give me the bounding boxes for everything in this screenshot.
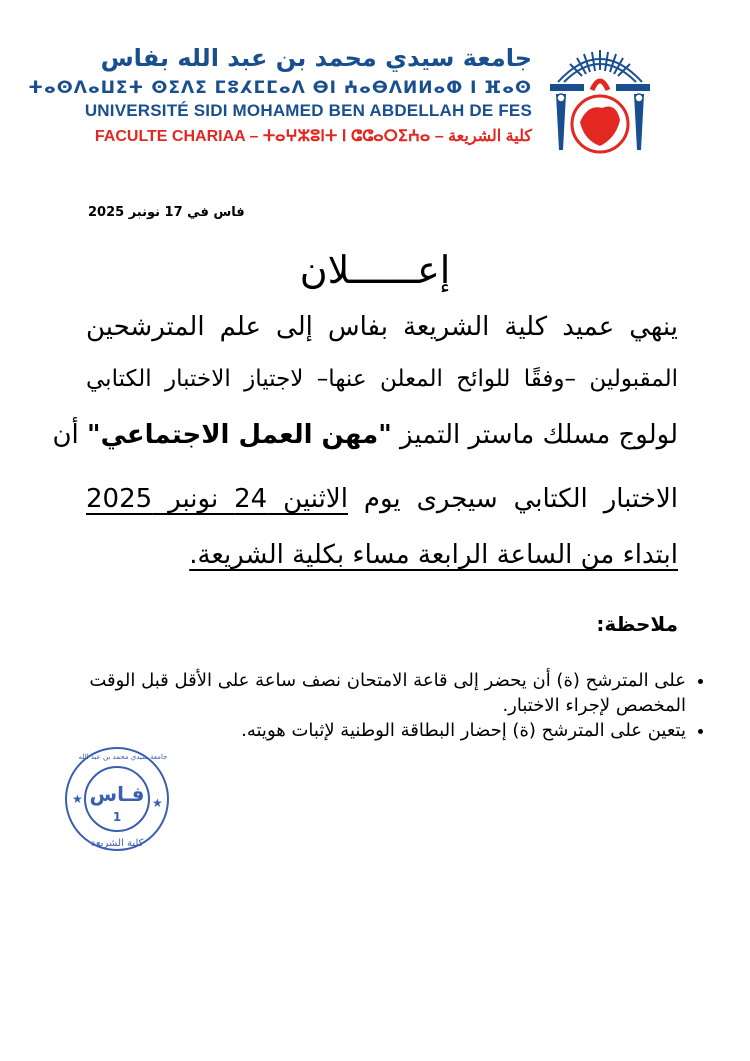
exam-time-location: ابتداء من الساعة الرابعة مساء بكلية الشريعة.: [189, 540, 678, 570]
exam-date: الاثنين 24 نونبر 2025: [86, 484, 348, 514]
date-line: فاس في 17 نونبر 2025: [88, 205, 245, 220]
letterhead: [28, 40, 660, 160]
body-line-3: [52, 420, 678, 450]
body-line-3-end: أن: [52, 420, 88, 450]
svg-text:★: ★: [72, 792, 83, 806]
program-name: "مهن العمل الاجتماعي": [87, 420, 392, 450]
university-name-tifinagh: ⵜⴰⵙⴷⴰⵡⵉⵜ ⵙⵉⴷⵉ ⵎⵓⵃⵎⵎⴰⴷ ⴱⵏ ⵄⴰⴱⴷⵍⵍⴰⵀ ⵏ ⴼⴰⵙ: [28, 78, 532, 98]
note-item: • على المترشح (ة) أن يحضر إلى قاعة الامتحان نصف ساعة على الأقل قبل الوقت المخصص لإجراء الاختبار.: [86, 668, 686, 718]
note-title: ملاحظة:: [596, 612, 678, 636]
page-title: إعــــــلان: [299, 248, 451, 292]
body-line-3-start: لولوج مسلك ماستر التميز: [391, 420, 678, 450]
body-line-4: [86, 484, 678, 514]
university-name-arabic: جامعة سيدي محمد بن عبد الله بفاس: [100, 44, 532, 72]
faculty-name: FACULTE CHARIAA – ⵜⴰⵖⵣⵓⵏⵜ ⵏ ⵛⵛⴰⵔⵉⵄⴰ – كلية الشريعة: [94, 128, 532, 145]
stamp-city: فـاس: [89, 782, 145, 806]
svg-text:★: ★: [152, 796, 163, 810]
stamp-top-text: جامعة سيدي محمد بن عبد الله: [78, 753, 168, 761]
body-line-4-start: الاختبار الكتابي سيجرى يوم: [347, 484, 679, 514]
stamp-number: 1: [112, 810, 122, 824]
note-item: • يتعين على المترشح (ة) إحضار البطاقة الوطنية لإثبات هويته.: [86, 718, 686, 743]
university-name-french: UNIVERSITÉ SIDI MOHAMED BEN ABDELLAH DE FES: [84, 101, 532, 120]
university-logo-icon: [544, 42, 656, 158]
body-line-2: المقبولين –وفقًا للوائح المعلن عنها– لاجتياز الاختبار الكتابي: [86, 366, 678, 392]
official-stamp-icon: [63, 745, 171, 853]
stamp-bottom-text: كلية الشريعة: [90, 838, 144, 849]
note-list: [86, 668, 712, 743]
body-line-5: [86, 540, 678, 570]
body-line-1: ينهي عميد كلية الشريعة بفاس إلى علم المترشحين: [86, 312, 678, 342]
